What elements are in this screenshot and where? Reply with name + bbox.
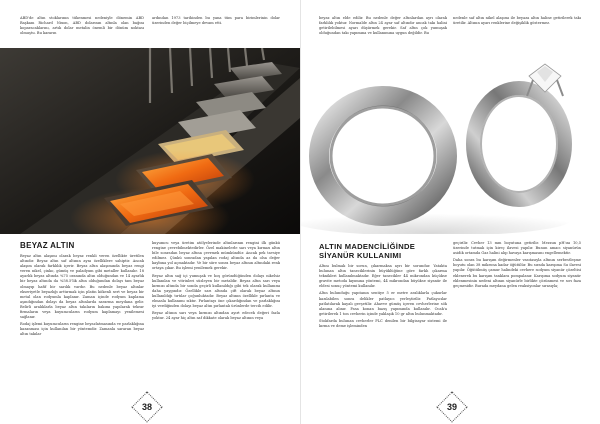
heading-line-1: ALTIN MADENCİLİĞİNDE (319, 242, 416, 251)
gold-bars-image (0, 48, 300, 234)
paragraph: geçirilir. Cevher 13 mm boyutuna getirilir. Mezzun pH'ını 10,5 üzerinde tutmak için kireç ilavesi yapılır. Bunun amacı siyanürün asidik ortamda Gaz halini alıp havaya karışmasını engellemektir. (453, 241, 581, 256)
paragraph: Beyaz altının sarı veya kırmızı altından ayırt edecek değeri fazla yoktur. 24 ayar hiç altın saf dikkate olarak beyaz altının veya (152, 311, 280, 321)
paragraph: Stokfarda bulunan cevherler PLC denilen bir bilgisayar sistemi ile kırma ve deme işleminden (319, 318, 447, 329)
siyanur-heading (319, 242, 415, 260)
beyaz-altin-heading: BEYAZ ALTIN (20, 241, 75, 250)
heading-line-2: SİYANÜR KULLANIMI (319, 251, 402, 260)
page-number-right: 39 (446, 402, 457, 412)
paragraph: kuyumcu veya üretim atölyelerinde altınlarının rengini ilk günkü rengine çevrebilmektedirler. Özel makinelerle sarı veya kırmızı altın bile sonradan beyaz altına çevrmek mümkündür. Ancak pek tavsiye edilmez. Çünkü sonradan yapılan rodaj altında az da olsa değer kaybına yol açmaktadır. Ve bir süre sonra beyaz altının altındaki renk ortaya çıkar. Bu işlemi yenilemek gerekir. (152, 241, 280, 271)
right-top-text-col2: nedenle saf altın nikel alaşımı ile beyaza altın haline getirilerek takı üretilir. Altının ayarı renklerine değişiklik göstermez. (453, 16, 581, 26)
rings-photo (301, 48, 600, 234)
paragraph: Altın bulunduğu yapıtanın sentiye 5 er metre aralıklarla çukurlar kazılabilen sonra delikler patlayıcı yerleştirilir. Patlayıcılar patlatılarak kayalı gevşetilir. Ahavve gümüş içeren cevherlerine sök alanına alınır. Pasa konan bazış yapımında kullanılır. Ocak'a getirilerek 1 ton cevherin içinde yaklaşık 10 gr altın bulunmaktadır. (319, 291, 447, 316)
paragraph: Daha sonra bu karışım değirmenler vasıtasıyla altının serbestleşme boyutu olan 38 mikrona kadar öğütülür. Bu sırada karışıma Su ilavesi yapılır. Öğütülmüş çamur halindeki cevhere sodyum siyanür çözeltisi eklenerek bu karışım tanklara pompalanır. Karışıma sodyum siyanür eklenmesinin nedeni altının siyanürle birlikte çözünmesi ve sıvı faza geçmesidir. Burada meydana gelen reaksiyonlar sırasıyla; (453, 258, 581, 288)
left-body-col2 (152, 241, 280, 413)
paragraph: Beyaz altın alaşımı olarak beyaz renkli veren özellikte üretilen altındır. Beyaz altın saf altının aynı özelliklere sahiptir. Ancak alaşım olarak farklılık içerir. Beyaz altın alaşımında beyaz rengi veren nikel, çinko, gümüş ve paladyum gibi metaller kullanılır. 18 ayarlık beyaz altında %75 oranında altın olduğundan ve 14 ayarlık bir beyaz altında da %58.5'lik altın olduğundan dolayı tam beyaz olmayıp hafif bir sarılık vardır. Bu nedenle beyaz altınlar ekseriyetle beyazlığı arttırmak için platin kökenli sert ve beyaz bir metal olan rodyumla kaplanır. Zaman içinde rodyum kaplama aşındığından dolayı da beyaz altınlarda sararma meydana gelir. Belirli aralıklarla beyaz altın takıların bakımı yapılarak tekrar firmaların veya kuyumcuların rodyum kaplamayı yenilemesi sağlanır. (20, 254, 144, 320)
left-body-col1 (20, 254, 144, 414)
paragraph: Beyaz altın sağ içi yumuşak ve hoş göründüğünden dolayı nikelsiz kullanılan ve vitrinleri süsleyen bir metaldir. Beyaz altın sarı veya kırmızı altında bir sonda geçirli kullanıldığı gibi tek olarak kullanımı daha yaygındır. Özellikle sarı altında çift olarak beyaz altının kullanıldığı tırtılar çoğunluktadır. Beyaz altının özellikle pırlanta ve elmasla kullanımı sıktır. Pırlantayı öne çıkardığından ve parlaklığını iyi verdiğinden dolayı beyaz altın pırlantalı ürünlerde tercih edilir. (152, 273, 280, 309)
page-number-badge-right (436, 391, 467, 422)
rings-image (301, 48, 600, 234)
right-top-text-col1: beyaz altın elde edilir. Bu nedenle değer altınlardan ayrı olarak farklılık yoktur. Normalde altın 24 ayar saf altındır ancak takı halini getirilebilmesi ayarı düşürmek gerekir. Saf altın çok yumuşak olduğundan takı yapımına ve kullanımına uygun değildir. Bu (319, 16, 447, 36)
right-body-col1 (319, 264, 447, 414)
left-top-text-col1: ABD'de altın stoklarının tükenmesi nedeniyle dönemin ABD Başkanı Richard Nixon, ABD dolarının altınla olan bağını koparacaklarını, artık dolar metalin önemli bir dönüm noktası olmuştu. Bu kararın (20, 16, 144, 36)
right-page (300, 0, 600, 424)
gold-bars-photo (0, 48, 300, 234)
right-body-col2 (453, 241, 581, 391)
left-top-text-col2: ardından 1973 tarihinden bu yana tüm para birimlerinin dolar üzerinden değer biçilmeye devam etti. (152, 16, 280, 26)
paragraph: Rodaj işlemi kuyumcuların rengine beyazlatmasında ve parlaklığına kazanması için kullanılan bir yöntemdir. Zamanla sararan beyaz altın takılar (20, 322, 144, 337)
paragraph: Altını bulmak bir sorun, çıkarmaksa ayrı bir sorundur. Yatakta bulunan altın taneciklerinin büyüklüğüne göre farklı çıkarma teknikleri kullanılmaktadır. Eğer tanecikler 44 mikrondan küçükse gravite metoda kıyımına yöntemi, 44 mikrondan büyükse siyanür ile eldesi sonuç yöntemi kullanılır. (319, 264, 447, 289)
page-number-left: 38 (141, 402, 152, 412)
